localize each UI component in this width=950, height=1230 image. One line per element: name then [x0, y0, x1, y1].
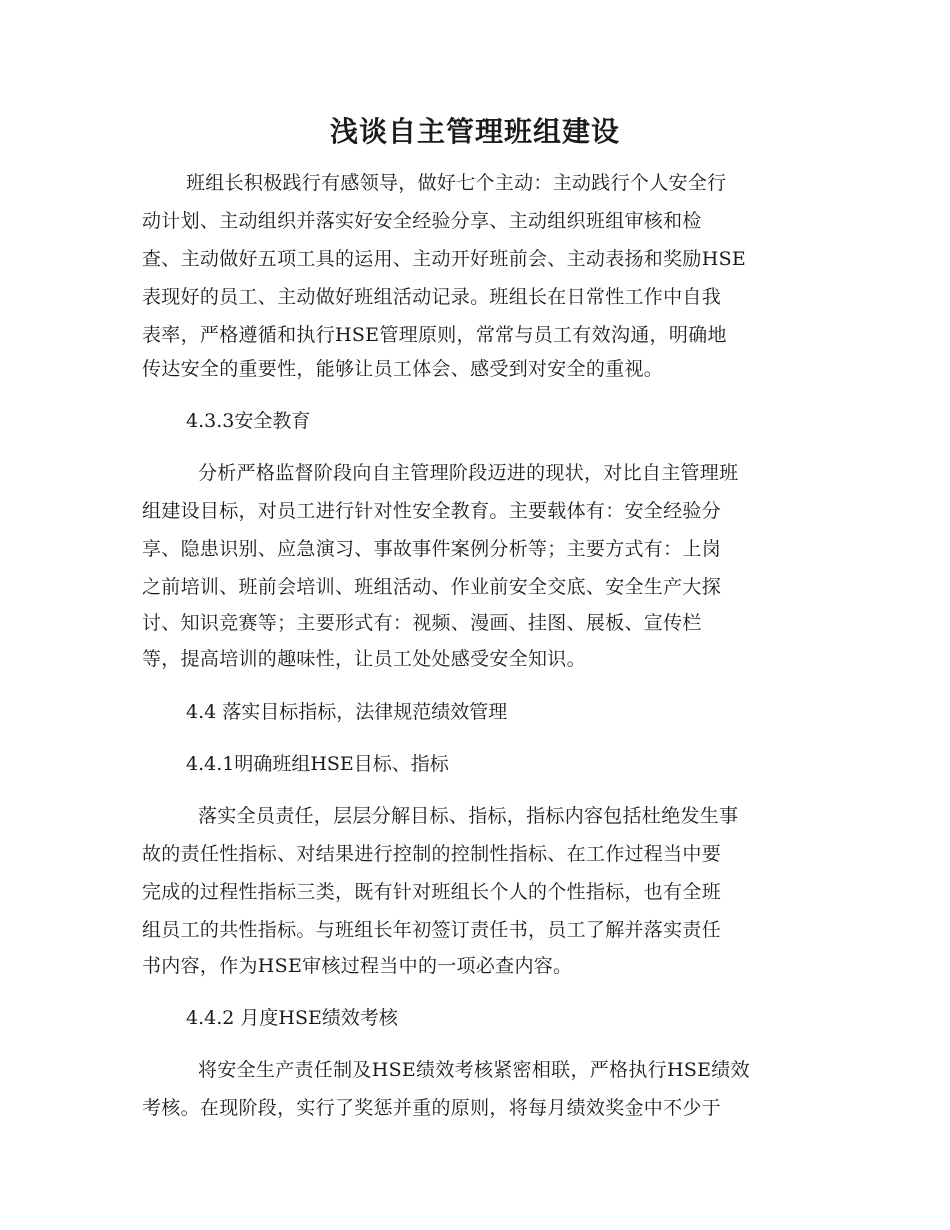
section-heading-4-3-3: 4.3.3安全教育	[186, 410, 311, 432]
paragraph-2-line: 讨、知识竞赛等；主要形式有：视频、漫画、挂图、展板、宣传栏	[142, 612, 702, 634]
paragraph-2-line: 之前培训、班前会培训、班组活动、作业前安全交底、安全生产大探	[142, 576, 722, 598]
paragraph-1-line: 表现好的员工、主动做好班组活动记录。班组长在日常性工作中自我	[142, 286, 722, 308]
paragraph-1-line: 传达安全的重要性，能够让员工体会、感受到对安全的重视。	[142, 358, 664, 380]
paragraph-3-line: 完成的过程性指标三类，既有针对班组长个人的个性指标，也有全班	[142, 881, 722, 903]
paragraph-3-line: 组员工的共性指标。与班组长年初签订责任书，员工了解并落实责任	[142, 919, 722, 941]
section-heading-4-4-2: 4.4.2 月度HSE绩效考核	[186, 1007, 398, 1029]
paragraph-1-line: 表率，严格遵循和执行HSE管理原则，常常与员工有效沟通，明确地	[142, 324, 727, 346]
paragraph-4-line: 将安全生产责任制及HSE绩效考核紧密相联，严格执行HSE绩效	[198, 1059, 750, 1081]
paragraph-1-line: 班组长积极践行有感领导，做好七个主动：主动践行个人安全行	[186, 172, 727, 194]
paragraph-2-line: 享、隐患识别、应急演习、事故事件案例分析等；主要方式有：上岗	[142, 538, 722, 560]
paragraph-2-line: 组建设目标，对员工进行针对性安全教育。主要载体有：安全经验分	[142, 500, 722, 522]
section-heading-4-4: 4.4 落实目标指标，法律规范绩效管理	[186, 701, 508, 723]
paragraph-4-line: 考核。在现阶段，实行了奖惩并重的原则，将每月绩效奖金中不少于	[142, 1097, 722, 1119]
section-heading-4-4-1: 4.4.1明确班组HSE目标、指标	[186, 753, 449, 775]
document-title: 浅谈自主管理班组建设	[329, 115, 620, 148]
paragraph-1-line: 动计划、主动组织并落实好安全经验分享、主动组织班组审核和检	[142, 210, 702, 232]
paragraph-3-line: 故的责任性指标、对结果进行控制的控制性指标、在工作过程当中要	[142, 843, 722, 865]
paragraph-2-line: 等，提高培训的趣味性，让员工处处感受安全知识。	[142, 648, 586, 670]
paragraph-1-line: 查、主动做好五项工具的运用、主动开好班前会、主动表扬和奖励HSE	[142, 248, 747, 270]
paragraph-2-line: 分析严格监督阶段向自主管理阶段迈进的现状，对比自主管理班	[198, 462, 739, 484]
paragraph-3-line: 落实全员责任，层层分解目标、指标，指标内容包括杜绝发生事	[198, 805, 739, 827]
paragraph-3-line: 书内容，作为HSE审核过程当中的一项必查内容。	[142, 955, 573, 977]
